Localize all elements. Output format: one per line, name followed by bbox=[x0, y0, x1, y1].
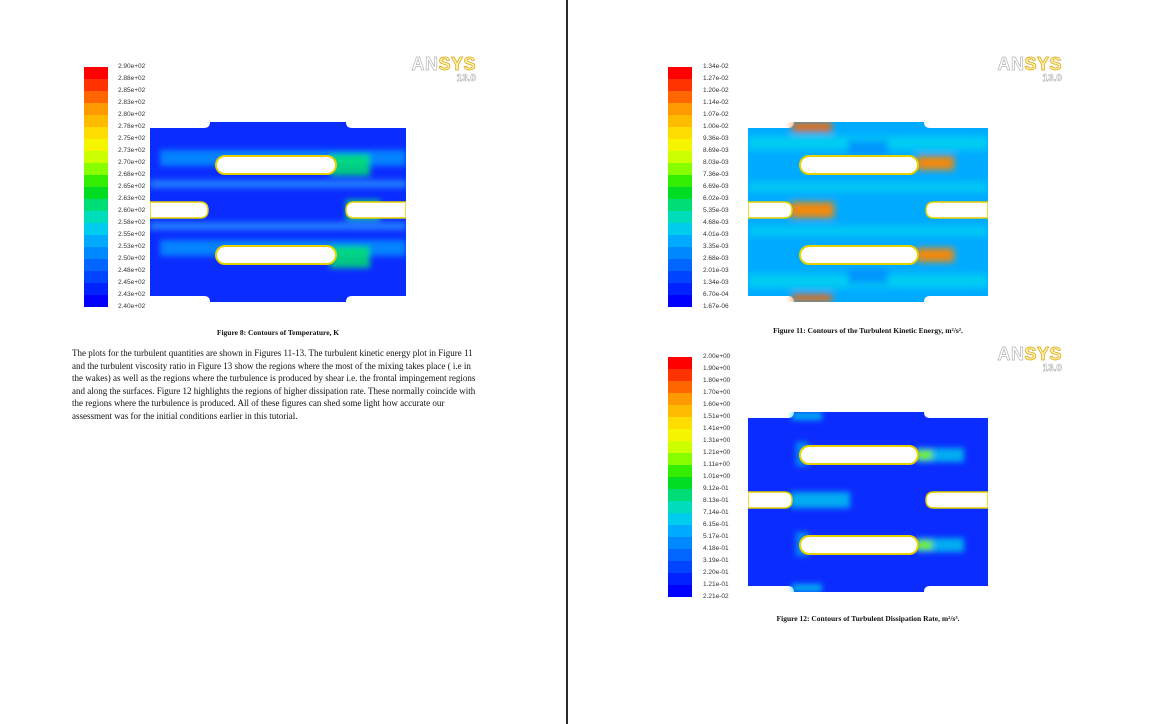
colorbar-tick-label: 5.17e-01 bbox=[703, 533, 729, 540]
colorbar-swatch bbox=[668, 465, 692, 477]
figure-8-caption: Figure 8: Contours of Temperature, K bbox=[216, 328, 340, 337]
colorbar-tick-label: 6.70e-04 bbox=[703, 291, 729, 298]
colorbar-tick-label: 2.53e+02 bbox=[118, 243, 146, 250]
colorbar-tick-label: 1.34e-02 bbox=[703, 63, 729, 70]
colorbar-tick-label: 6.02e-03 bbox=[703, 195, 729, 202]
colorbar-tick-label: 2.75e+02 bbox=[118, 135, 146, 142]
dissipation-contour-plot bbox=[748, 412, 988, 592]
colorbar-tick-label: 2.55e+02 bbox=[118, 231, 146, 238]
colorbar-tick-label: 2.00e+00 bbox=[703, 353, 731, 360]
colorbar-tick-label: 2.60e+02 bbox=[118, 207, 146, 214]
colorbar-swatch bbox=[668, 223, 692, 235]
figure-11-caption: Figure 11: Contours of the Turbulent Kinetic Energy, m²/s². bbox=[773, 326, 963, 335]
colorbar-swatch bbox=[668, 295, 692, 307]
colorbar-swatch bbox=[84, 187, 108, 199]
colorbar-swatch bbox=[668, 585, 692, 597]
colorbar-tick-label: 2.68e+02 bbox=[118, 171, 146, 178]
colorbar-tick-label: 1.31e+00 bbox=[703, 437, 731, 444]
body-paragraph: The plots for the turbulent quantities are shown in Figures 11-13. The turbulent kinetic energy plot in Figure 11 and the turbulent viscosity ratio in Figure 13 show the regions where the most of the mixing takes place ( i.e in the wakes) as well as the regions where the turbulence is produced by shear i.e. the frontal impingement regions and along the surfaces. Figure 12 highlights the regions of higher dissipation rate. These normally coincide with the regions where the turbulence is produced. All of these figures can shed some light how accurate our assessment was for the initial conditions earlier in this tutorial. bbox=[72, 348, 476, 421]
colorbar-tick-label: 1.07e-02 bbox=[703, 111, 729, 118]
colorbar-swatch bbox=[668, 187, 692, 199]
colorbar-tick-label: 1.00e-02 bbox=[703, 123, 729, 130]
colorbar-swatch bbox=[668, 537, 692, 549]
colorbar-tick-label: 2.68e-03 bbox=[703, 255, 729, 262]
colorbar-tick-label: 4.68e-03 bbox=[703, 219, 729, 226]
colorbar-swatch bbox=[84, 259, 108, 271]
colorbar-swatch bbox=[84, 103, 108, 115]
colorbar-tick-label: 8.03e-03 bbox=[703, 159, 729, 166]
colorbar-swatch bbox=[668, 175, 692, 187]
colorbar-tick-label: 9.12e-01 bbox=[703, 485, 729, 492]
colorbar-tick-label: 3.19e-01 bbox=[703, 557, 729, 564]
colorbar-tick-label: 1.27e-02 bbox=[703, 75, 729, 82]
colorbar-swatch bbox=[668, 405, 692, 417]
colorbar-tick-label: 4.18e-01 bbox=[703, 545, 729, 552]
colorbar-tick-label: 7.14e-01 bbox=[703, 509, 729, 516]
colorbar-tick-label: 1.20e-02 bbox=[703, 87, 729, 94]
colorbar-tick-label: 6.15e-01 bbox=[703, 521, 729, 528]
colorbar-swatch bbox=[84, 283, 108, 295]
colorbar-swatch bbox=[84, 199, 108, 211]
colorbar-swatch bbox=[668, 429, 692, 441]
colorbar-swatch bbox=[668, 369, 692, 381]
colorbar-swatch bbox=[84, 67, 108, 79]
colorbar-swatch bbox=[84, 271, 108, 283]
colorbar-swatch bbox=[84, 151, 108, 163]
colorbar-tick-label: 1.21e-01 bbox=[703, 581, 729, 588]
colorbar-tick-label: 2.58e+02 bbox=[118, 219, 146, 226]
colorbar-swatch bbox=[84, 115, 108, 127]
colorbar-tick-label: 5.35e-03 bbox=[703, 207, 729, 214]
colorbar-swatch bbox=[84, 139, 108, 151]
temperature-contour-plot bbox=[150, 122, 406, 302]
dissipation-colorbar bbox=[668, 357, 692, 597]
temperature-colorbar bbox=[84, 67, 108, 307]
colorbar-swatch bbox=[668, 163, 692, 175]
colorbar-swatch bbox=[668, 247, 692, 259]
colorbar-swatch bbox=[668, 283, 692, 295]
colorbar-swatch bbox=[84, 79, 108, 91]
ansys-logo-figure-11: ANSYS 13.0 bbox=[997, 54, 1062, 84]
colorbar-swatch bbox=[668, 441, 692, 453]
colorbar-tick-label: 1.90e+00 bbox=[703, 365, 731, 372]
colorbar-tick-label: 1.01e+00 bbox=[703, 473, 731, 480]
ansys-logo: ANSYS 13.0 bbox=[411, 54, 476, 84]
colorbar-swatch bbox=[668, 357, 692, 369]
colorbar-swatch bbox=[668, 127, 692, 139]
colorbar-tick-label: 1.21e+00 bbox=[703, 449, 731, 456]
colorbar-swatch bbox=[84, 235, 108, 247]
colorbar-tick-label: 4.01e-03 bbox=[703, 231, 729, 238]
colorbar-tick-label: 2.83e+02 bbox=[118, 99, 146, 106]
colorbar-swatch bbox=[84, 247, 108, 259]
colorbar-tick-label: 2.21e-02 bbox=[703, 593, 729, 600]
colorbar-tick-label: 7.36e-03 bbox=[703, 171, 729, 178]
colorbar-tick-label: 8.13e-01 bbox=[703, 497, 729, 504]
colorbar-swatch bbox=[668, 549, 692, 561]
colorbar-swatch bbox=[668, 271, 692, 283]
colorbar-tick-label: 2.80e+02 bbox=[118, 111, 146, 118]
colorbar-swatch bbox=[668, 211, 692, 223]
colorbar-swatch bbox=[668, 513, 692, 525]
colorbar-tick-label: 1.67e-06 bbox=[703, 303, 729, 310]
colorbar-tick-label: 1.11e+00 bbox=[703, 461, 730, 468]
colorbar-tick-label: 2.78e+02 bbox=[118, 123, 146, 130]
colorbar-tick-label: 2.40e+02 bbox=[118, 303, 146, 310]
colorbar-tick-label: 2.20e-01 bbox=[703, 569, 729, 576]
colorbar-swatch bbox=[84, 295, 108, 307]
colorbar-tick-label: 2.65e+02 bbox=[118, 183, 146, 190]
colorbar-swatch bbox=[668, 573, 692, 585]
tke-colorbar bbox=[668, 67, 692, 307]
colorbar-tick-label: 2.63e+02 bbox=[118, 195, 146, 202]
colorbar-tick-label: 8.69e-03 bbox=[703, 147, 729, 154]
colorbar-tick-label: 2.43e+02 bbox=[118, 291, 146, 298]
colorbar-tick-label: 1.60e+00 bbox=[703, 401, 731, 408]
colorbar-swatch bbox=[668, 525, 692, 537]
colorbar-tick-label: 2.50e+02 bbox=[118, 255, 146, 262]
colorbar-swatch bbox=[84, 91, 108, 103]
colorbar-swatch bbox=[84, 175, 108, 187]
colorbar-swatch bbox=[668, 235, 692, 247]
ansys-logo-figure-12: ANSYS 13.0 bbox=[997, 344, 1062, 374]
colorbar-tick-label: 2.48e+02 bbox=[118, 267, 146, 274]
colorbar-tick-label: 1.70e+00 bbox=[703, 389, 731, 396]
colorbar-tick-label: 1.41e+00 bbox=[703, 425, 731, 432]
colorbar-swatch bbox=[668, 417, 692, 429]
colorbar-swatch bbox=[84, 127, 108, 139]
colorbar-tick-label: 2.70e+02 bbox=[118, 159, 146, 166]
colorbar-tick-label: 9.36e-03 bbox=[703, 135, 729, 142]
colorbar-swatch bbox=[668, 115, 692, 127]
tke-contour-plot bbox=[748, 122, 988, 302]
colorbar-swatch bbox=[84, 163, 108, 175]
colorbar-tick-label: 3.35e-03 bbox=[703, 243, 729, 250]
colorbar-swatch bbox=[668, 67, 692, 79]
right-page bbox=[568, 0, 1149, 724]
colorbar-swatch bbox=[668, 477, 692, 489]
colorbar-swatch bbox=[668, 393, 692, 405]
colorbar-tick-label: 2.01e-03 bbox=[703, 267, 729, 274]
colorbar-swatch bbox=[668, 151, 692, 163]
colorbar-tick-label: 2.88e+02 bbox=[118, 75, 146, 82]
colorbar-swatch bbox=[668, 199, 692, 211]
colorbar-swatch bbox=[84, 223, 108, 235]
colorbar-swatch bbox=[668, 501, 692, 513]
colorbar-swatch bbox=[668, 91, 692, 103]
colorbar-swatch bbox=[668, 259, 692, 271]
colorbar-tick-label: 2.73e+02 bbox=[118, 147, 146, 154]
colorbar-swatch bbox=[668, 103, 692, 115]
colorbar-tick-label: 1.14e-02 bbox=[703, 99, 729, 106]
colorbar-swatch bbox=[668, 561, 692, 573]
colorbar-swatch bbox=[668, 139, 692, 151]
colorbar-tick-label: 2.45e+02 bbox=[118, 279, 146, 286]
colorbar-tick-label: 2.90e+02 bbox=[118, 63, 146, 70]
colorbar-swatch bbox=[668, 453, 692, 465]
colorbar-tick-label: 2.85e+02 bbox=[118, 87, 146, 94]
colorbar-tick-label: 1.34e-03 bbox=[703, 279, 729, 286]
colorbar-tick-label: 6.69e-03 bbox=[703, 183, 729, 190]
colorbar-swatch bbox=[668, 381, 692, 393]
colorbar-swatch bbox=[668, 489, 692, 501]
colorbar-swatch bbox=[84, 211, 108, 223]
figure-12-caption: Figure 12: Contours of Turbulent Dissipation Rate, m²/s³. bbox=[776, 614, 960, 623]
colorbar-tick-label: 1.80e+00 bbox=[703, 377, 731, 384]
colorbar-swatch bbox=[668, 79, 692, 91]
colorbar-tick-label: 1.51e+00 bbox=[703, 413, 731, 420]
left-page bbox=[0, 0, 566, 724]
